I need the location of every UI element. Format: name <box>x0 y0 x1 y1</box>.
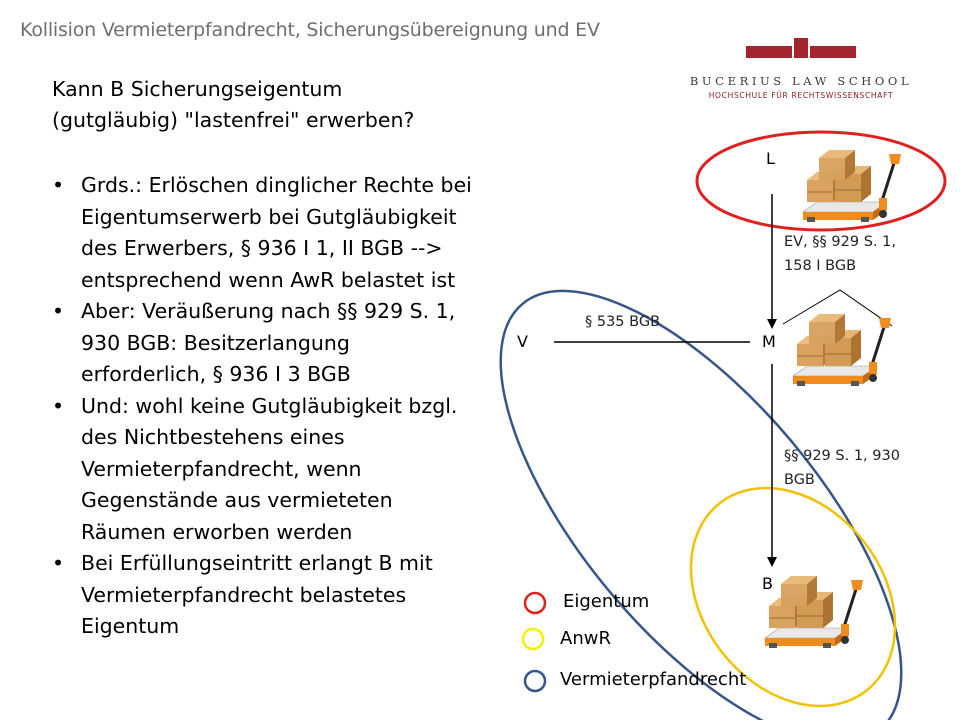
legend-anwr-label: AnwR <box>560 628 611 649</box>
logo-name: BUCERIUS LAW SCHOOL <box>689 74 913 88</box>
bullet-text: Aber: Veräußerung nach §§ 929 S. 1, 930 BGB: Besitzerlangung erforderlich, § 936 I 3 BGB <box>81 299 456 386</box>
slide-header-title: Kollision Vermieterpfandrecht, Sicherungsübereignung und EV <box>20 19 600 41</box>
logo-subtitle: HOCHSCHULE FÜR RECHTSWISSENSCHAFT <box>708 91 894 100</box>
pallet-truck-l-icon <box>803 150 901 222</box>
legend-eigentum-label: Eigentum <box>563 591 650 612</box>
pallet-truck-m-icon <box>793 314 891 386</box>
rule-m-to-b: §§ 929 S. 1, 930 BGB <box>784 448 900 488</box>
question-line-2: (gutgläubig) "lastenfrei" erwerben? <box>52 108 415 132</box>
legend-anwr-icon <box>523 629 543 649</box>
legend-eigentum-icon <box>525 593 545 613</box>
legend-vermieterpfandrecht-icon <box>525 671 545 691</box>
bullet-dot-icon: • <box>52 551 65 575</box>
bullet-text: Und: wohl keine Gutgläubigkeit bzgl. des Nichtbestehens eines Vermieterpfandrecht, wenn Gegenstände aus vermieteten Räumen erworben werden <box>81 393 458 544</box>
bullet-dot-icon: • <box>52 393 65 418</box>
bullet-dot-icon: • <box>52 299 65 323</box>
node-v-label: V <box>517 332 528 351</box>
node-l-label: L <box>766 149 775 168</box>
bullet-dot-icon: • <box>52 173 65 197</box>
rule-v-m: § 535 BGB <box>585 314 661 330</box>
pallet-truck-b-icon <box>765 576 863 648</box>
node-m-label: M <box>762 332 776 351</box>
question-line-1: Kann B Sicherungseigentum <box>52 77 343 101</box>
bullet-text: Grds.: Erlöschen dinglicher Rechte bei Eigentumserwerb bei Gutgläubigkeit des Erwerbers, § 936 I 1, II BGB --> entsprechend wenn AwR belastet ist <box>81 173 472 292</box>
rule-l-to-m: EV, §§ 929 S. 1, 158 I BGB <box>784 234 896 274</box>
bullet-text: Bei Erfüllungseintritt erlangt B mit Vermieterpfandrecht belastetes Eigentum <box>81 551 433 638</box>
legend-vermieterpfandrecht-label: Vermieterpfandrecht <box>560 669 747 690</box>
node-b-label: B <box>762 574 773 593</box>
